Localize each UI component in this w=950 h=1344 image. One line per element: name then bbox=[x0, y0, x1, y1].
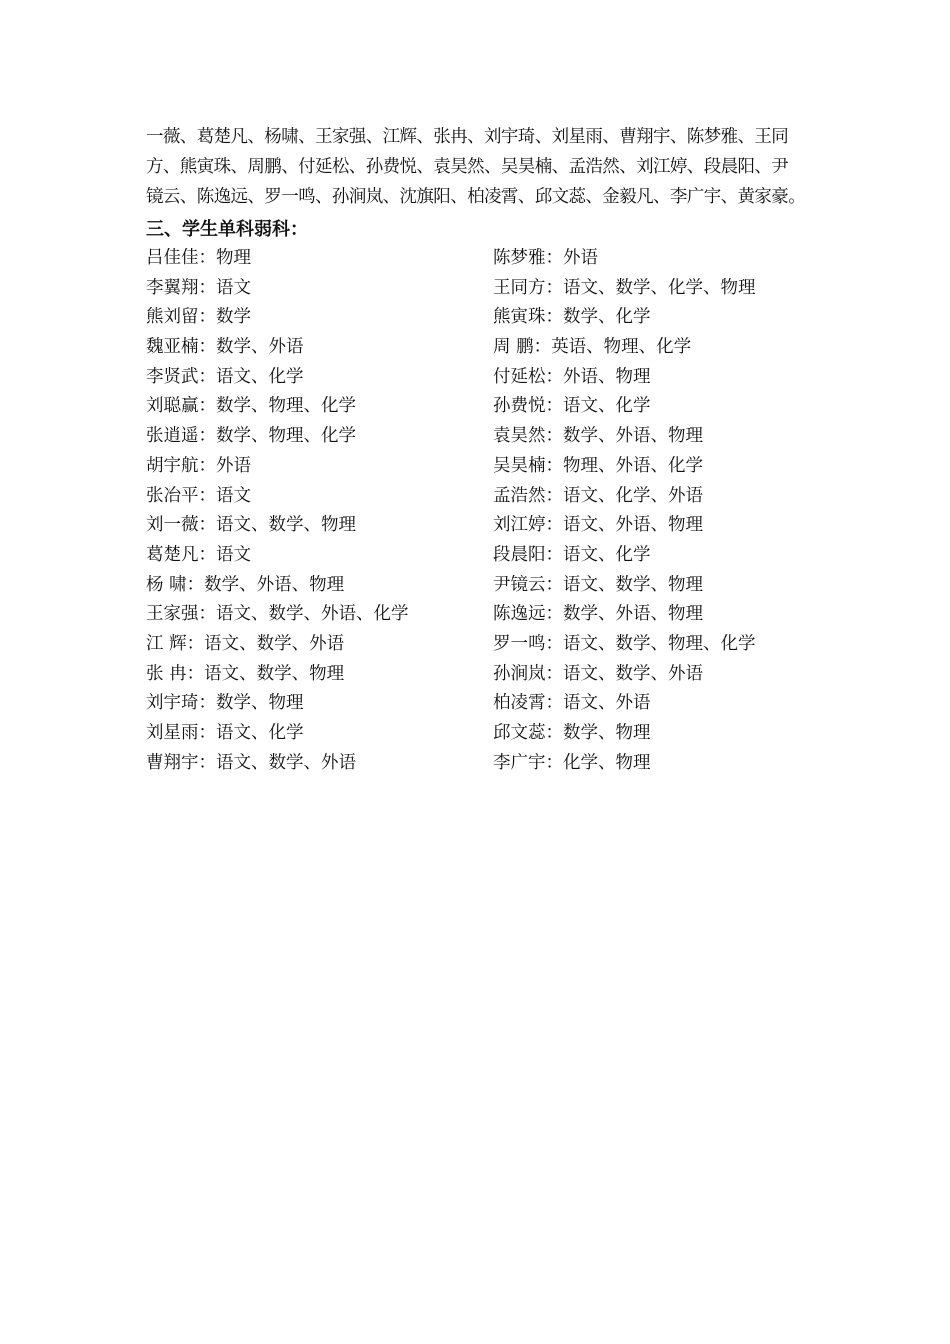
student-name: 江 辉： bbox=[146, 633, 205, 654]
student-name: 杨 啸： bbox=[146, 574, 205, 595]
weak-subjects: 语文、化学 bbox=[216, 723, 304, 743]
list-item bbox=[146, 363, 409, 393]
weak-subjects: 外语、物理 bbox=[563, 366, 651, 387]
list-item bbox=[493, 452, 756, 482]
list-item bbox=[146, 482, 409, 512]
list-item bbox=[146, 541, 409, 571]
student-name: 李翼翔： bbox=[146, 277, 216, 298]
list-item bbox=[493, 600, 756, 630]
list-item bbox=[146, 452, 409, 482]
list-item bbox=[146, 511, 409, 541]
weak-subjects: 语文 bbox=[216, 485, 251, 506]
weak-subjects: 语文、化学 bbox=[563, 544, 651, 565]
weak-subjects: 数学、化学 bbox=[563, 307, 651, 328]
weak-subjects: 语文 bbox=[216, 544, 251, 565]
student-name: 刘一薇： bbox=[146, 515, 216, 536]
student-name: 周 鹏： bbox=[493, 337, 552, 358]
weak-subjects: 数学、物理 bbox=[563, 723, 651, 743]
student-name: 李广宇： bbox=[493, 752, 563, 773]
list-item bbox=[493, 363, 756, 393]
list-item bbox=[493, 571, 756, 601]
student-name: 张 冉： bbox=[146, 663, 205, 684]
weak-subjects: 语文、数学、物理 bbox=[204, 663, 345, 684]
list-item bbox=[146, 392, 409, 422]
list-item bbox=[493, 422, 756, 452]
weak-subjects: 英语、物理、化学 bbox=[551, 337, 692, 358]
weak-subjects: 语文、数学、物理、化学 bbox=[563, 633, 756, 654]
weak-subjects: 语文、数学、化学、物理 bbox=[563, 277, 756, 298]
student-name: 刘宇琦： bbox=[146, 693, 216, 714]
weak-subjects: 语文、外语 bbox=[563, 693, 651, 714]
weak-subjects: 数学、外语 bbox=[216, 337, 304, 358]
student-name: 吴昊楠： bbox=[493, 455, 563, 476]
list-item bbox=[493, 749, 756, 779]
list-item bbox=[493, 392, 756, 422]
weak-subjects: 数学、外语、物理 bbox=[563, 604, 703, 625]
student-name: 陈逸远： bbox=[493, 604, 563, 625]
list-item bbox=[493, 511, 756, 541]
weak-subjects: 数学、物理 bbox=[216, 693, 304, 714]
student-name: 刘江婷： bbox=[493, 515, 563, 536]
list-item bbox=[493, 630, 756, 660]
list-item bbox=[146, 600, 409, 630]
weak-subjects: 语文、数学、外语、化学 bbox=[216, 604, 409, 625]
list-item bbox=[146, 689, 409, 719]
section-heading: 三、学生单科弱科： bbox=[146, 219, 308, 240]
student-name: 熊寅珠： bbox=[493, 307, 563, 328]
list-item bbox=[146, 571, 409, 601]
student-name: 刘星雨： bbox=[146, 723, 216, 743]
student-name: 段晨阳： bbox=[493, 544, 563, 565]
list-item bbox=[146, 422, 409, 452]
weak-subjects: 数学、外语、物理 bbox=[204, 574, 345, 595]
weak-subjects: 外语 bbox=[563, 248, 598, 268]
list-item bbox=[146, 630, 409, 660]
list-item bbox=[146, 719, 409, 749]
weak-subjects: 语文、化学 bbox=[216, 366, 304, 387]
student-name: 付延松： bbox=[493, 366, 563, 387]
paragraph-line: 一薇、葛楚凡、杨啸、王家强、江辉、张冉、刘宇琦、刘星雨、曹翔宇、陈梦雅、王同 bbox=[146, 127, 789, 147]
list-item bbox=[493, 541, 756, 571]
list-item bbox=[493, 482, 756, 512]
weak-subjects: 物理、外语、化学 bbox=[563, 455, 703, 476]
student-name: 邱文蕊： bbox=[493, 723, 563, 743]
list-item bbox=[146, 660, 409, 690]
weak-subjects: 数学、外语、物理 bbox=[563, 426, 703, 447]
student-name: 陈梦雅： bbox=[493, 248, 563, 268]
list-item bbox=[146, 274, 409, 304]
list-item bbox=[493, 660, 756, 690]
student-name: 袁昊然： bbox=[493, 426, 563, 447]
student-name: 曹翔宇： bbox=[146, 752, 216, 773]
student-name: 吕佳佳： bbox=[146, 248, 216, 268]
weak-subjects: 语文、外语、物理 bbox=[563, 515, 703, 536]
list-item bbox=[146, 333, 409, 363]
list-item bbox=[146, 749, 409, 779]
weak-subjects: 语文、数学、外语 bbox=[204, 633, 345, 654]
student-name: 张冶平： bbox=[146, 485, 216, 506]
weak-subjects: 语文、数学、外语 bbox=[563, 663, 703, 684]
student-name: 孙涧岚： bbox=[493, 663, 563, 684]
weak-subjects: 数学、物理、化学 bbox=[216, 426, 356, 447]
student-name: 熊刘留： bbox=[146, 307, 216, 328]
student-name: 胡宇航： bbox=[146, 455, 216, 476]
list-item bbox=[146, 244, 409, 274]
list-item bbox=[493, 274, 756, 304]
paragraph-line: 方、熊寅珠、周鹏、付延松、孙费悦、袁昊然、吴昊楠、孟浩然、刘江婷、段晨阳、尹 bbox=[146, 157, 789, 177]
student-name: 王同方： bbox=[493, 277, 563, 298]
weak-subjects-left-column bbox=[146, 244, 409, 778]
weak-subjects: 化学、物理 bbox=[563, 752, 651, 773]
weak-subjects: 语文 bbox=[216, 277, 251, 298]
list-item bbox=[493, 719, 756, 749]
student-name: 尹镜云： bbox=[493, 574, 563, 595]
student-name: 王家强： bbox=[146, 604, 216, 625]
student-name: 柏凌霄： bbox=[493, 693, 563, 714]
list-item bbox=[493, 689, 756, 719]
paragraph-line: 镜云、陈逸远、罗一鸣、孙涧岚、沈旗阳、柏凌霄、邱文蕊、金毅凡、李广宇、黄家豪。 bbox=[146, 187, 806, 207]
student-name: 魏亚楠： bbox=[146, 337, 216, 358]
weak-subjects: 语文、化学 bbox=[563, 396, 651, 417]
weak-subjects: 语文、化学、外语 bbox=[563, 485, 703, 506]
student-name: 罗一鸣： bbox=[493, 633, 563, 654]
list-item bbox=[146, 303, 409, 333]
weak-subjects: 数学 bbox=[216, 307, 251, 328]
weak-subjects: 语文、数学、物理 bbox=[563, 574, 703, 595]
student-name: 葛楚凡： bbox=[146, 544, 216, 565]
student-names-paragraph bbox=[146, 122, 816, 212]
list-item bbox=[493, 244, 756, 274]
weak-subjects: 数学、物理、化学 bbox=[216, 396, 356, 417]
student-name: 张逍遥： bbox=[146, 426, 216, 447]
weak-subjects-right-column bbox=[493, 244, 756, 778]
student-name: 孙费悦： bbox=[493, 396, 563, 417]
student-name: 孟浩然： bbox=[493, 485, 563, 506]
weak-subjects: 语文、数学、外语 bbox=[216, 752, 356, 773]
weak-subjects: 语文、数学、物理 bbox=[216, 515, 356, 536]
student-name: 李贤武： bbox=[146, 366, 216, 387]
list-item bbox=[493, 333, 756, 363]
student-name: 刘聪赢： bbox=[146, 396, 216, 417]
list-item bbox=[493, 303, 756, 333]
weak-subjects: 外语 bbox=[216, 455, 251, 476]
weak-subjects: 物理 bbox=[216, 248, 251, 268]
